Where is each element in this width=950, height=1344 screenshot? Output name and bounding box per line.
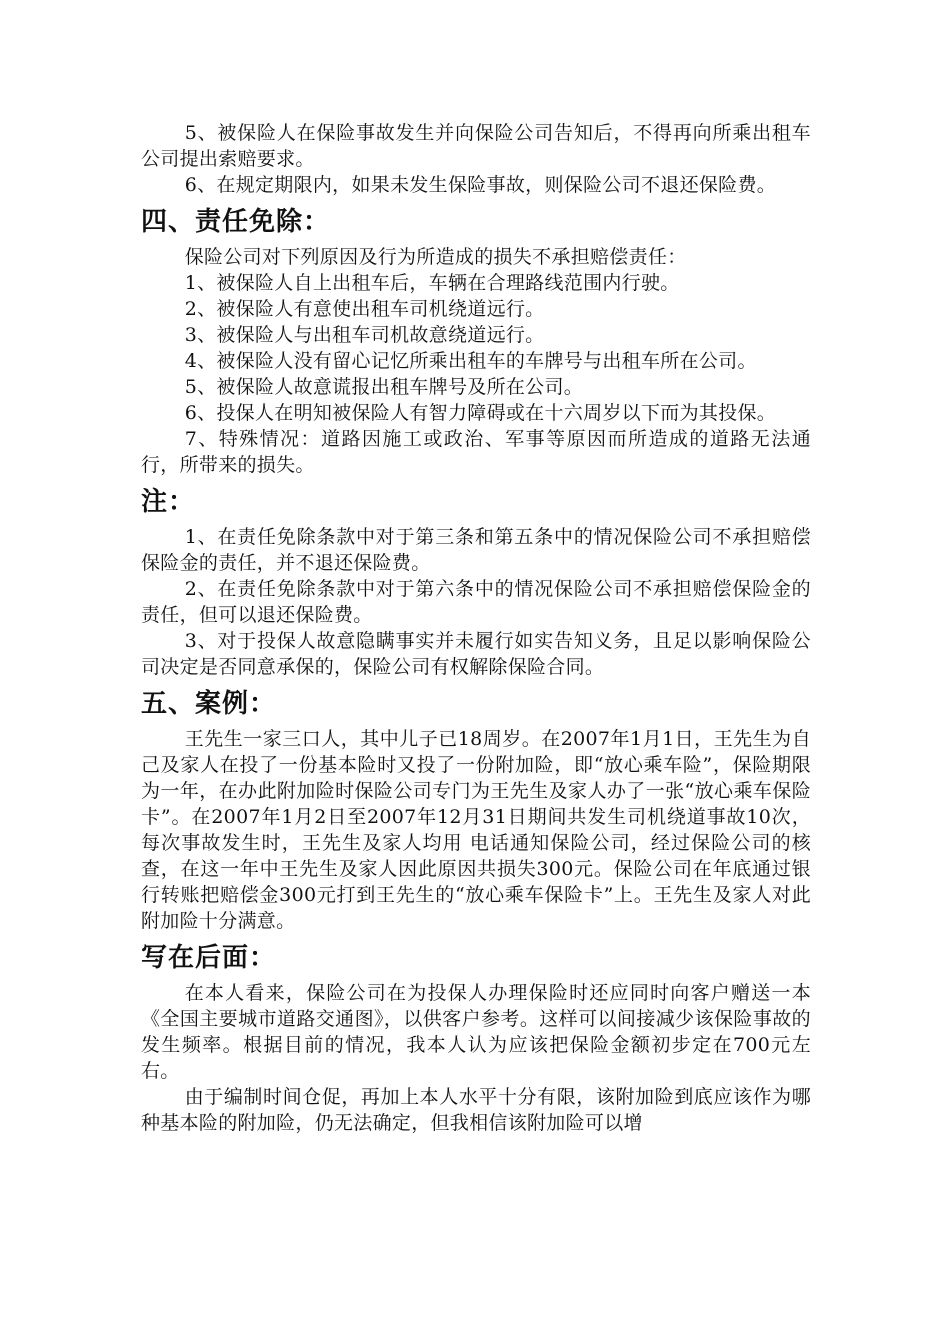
section-heading: 五、案例： [141,689,277,719]
paragraph: 3、对于投保人故意隐瞒事实并未履行如实告知义务，且足以影响保险公司决定是否同意承保的，保险公司有权解除保险合同。 [141,630,811,678]
top-section [141,120,811,198]
paragraph: 6、在规定期限内，如果未发生保险事故，则保险公司不退还保险费。 [184,174,777,196]
paragraph: 在本人看来，保险公司在为投保人办理保险时还应同时向客户赠送一本《全国主要城市道路交通图》，以供客户参考。这样可以间接减少该保险事故的发生频率。根据目前的情况，我本人认为应该把保险金额初步定在700元左右。 [141,982,811,1082]
paragraph: 4、被保险人没有留心记忆所乘出租车的车牌号与出租车所在公司。 [184,350,757,372]
paragraph: 2、被保险人有意使出租车司机绕道远行。 [184,298,545,320]
paragraph: 2、在责任免除条款中对于第六条中的情况保险公司不承担赔偿保险金的责任，但可以退还保险费。 [141,578,811,626]
section-case [141,686,811,934]
section-heading: 四、责任免除： [141,207,331,237]
section-afterword [141,940,811,1136]
paragraph: 保险公司对下列原因及行为所造成的损失不承担赔偿责任： [184,246,687,268]
paragraph: 5、被保险人在保险事故发生并向保险公司告知后，不得再向所乘出租车公司提出索赔要求。 [141,122,811,170]
paragraph: 6、投保人在明知被保险人有智力障碍或在十六周岁以下而为其投保。 [184,402,777,424]
paragraph: 1、被保险人自上出租车后，车辆在合理路线范围内行驶。 [184,272,680,294]
paragraph: 7、特殊情况：道路因施工或政治、军事等原因而所造成的道路无法通行，所带来的损失。 [141,428,811,476]
section-heading: 注： [141,487,196,517]
section-note [141,484,811,680]
section-heading: 写在后面： [141,943,277,973]
paragraph: 1、在责任免除条款中对于第三条和第五条中的情况保险公司不承担赔偿保险金的责任，并不退还保险费。 [141,526,811,574]
paragraph: 王先生一家三口人，其中儿子已18周岁。在2007年1月1日，王先生为自己及家人在投了一份基本险时又投了一份附加险，即“放心乘车险”，保险期限为一年，在办此附加险时保险公司专门为王先生及家人办了一张“放心乘车保险卡”。在2007年1月2日至2007年12月31日期间共发生司机绕道事故10次，每次事故发生时，王先生及家人均用 电话通知保险公司，经过保险公司的核查，在这一年中王先生及家人因此原因共损失300元。保险公司在年底通过银行转账把赔偿金300元打到王先生的“放心乘车保险卡”上。王先生及家人对此附加险十分满意。 [141,728,811,932]
paragraph: 由于编制时间仓促，再加上本人水平十分有限，该附加险到底应该作为哪种基本险的附加险，仍无法确定，但我相信该附加险可以增 [141,1086,811,1134]
document-page [141,120,811,1136]
section-exemptions [141,204,811,478]
paragraph: 5、被保险人故意谎报出租车牌号及所在公司。 [184,376,584,398]
paragraph: 3、被保险人与出租车司机故意绕道远行。 [184,324,545,346]
